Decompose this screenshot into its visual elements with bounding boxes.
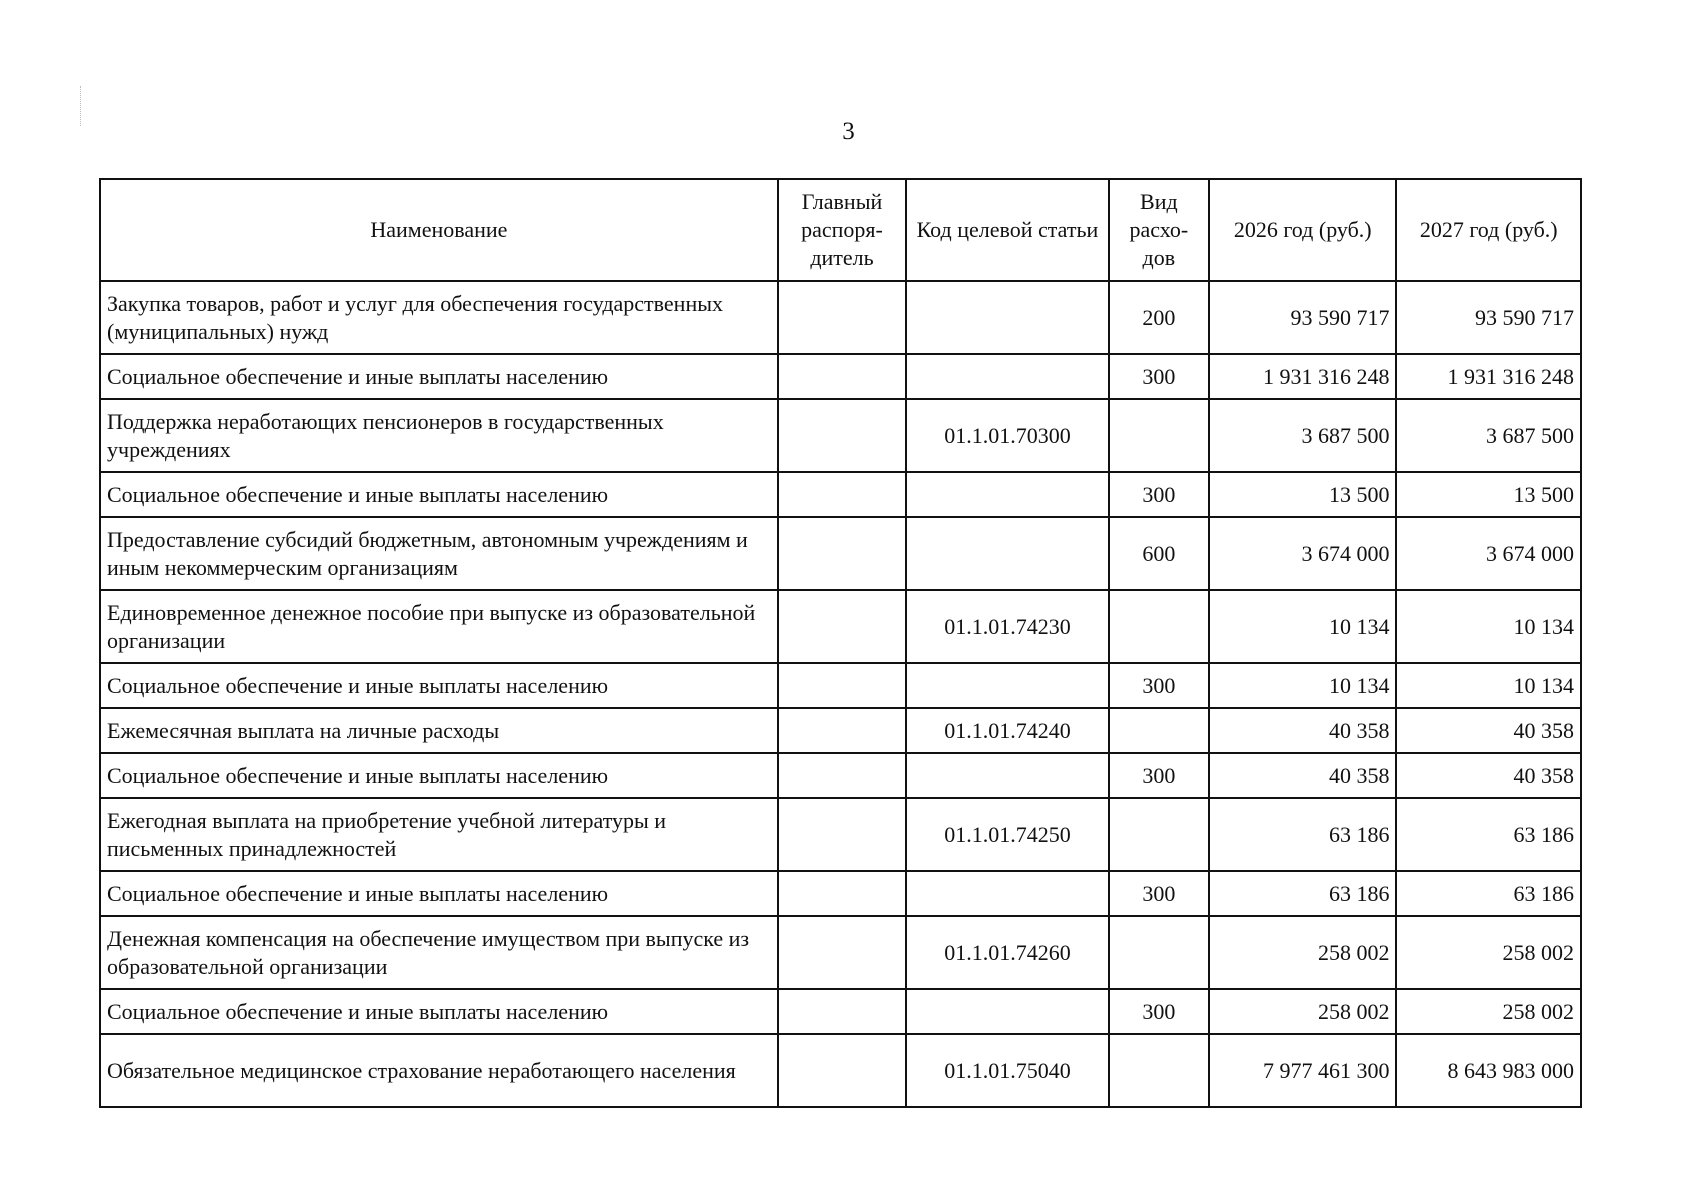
row-code <box>906 871 1109 916</box>
row-code <box>906 663 1109 708</box>
row-2027: 63 186 <box>1396 798 1581 871</box>
row-type: 300 <box>1109 871 1209 916</box>
row-code: 01.1.01.74230 <box>906 590 1109 663</box>
table-row <box>100 590 1581 663</box>
row-code <box>906 517 1109 590</box>
row-name: Ежемесячная выплата на личные расходы <box>100 708 778 753</box>
row-type: 600 <box>1109 517 1209 590</box>
header-row <box>100 179 1581 281</box>
row-2026: 7 977 461 300 <box>1209 1034 1397 1107</box>
row-2027: 3 687 500 <box>1396 399 1581 472</box>
row-name: Обязательное медицинское страхование неработающего населения <box>100 1034 778 1107</box>
row-2026: 258 002 <box>1209 989 1397 1034</box>
row-2027: 63 186 <box>1396 871 1581 916</box>
row-manager <box>778 399 906 472</box>
row-2026: 13 500 <box>1209 472 1397 517</box>
row-manager <box>778 590 906 663</box>
header-code: Код целевой статьи <box>906 179 1109 281</box>
row-2027: 40 358 <box>1396 708 1581 753</box>
row-name: Предоставление субсидий бюджетным, автономным учреждениям и иным некоммерческим организациям <box>100 517 778 590</box>
row-2026: 3 687 500 <box>1209 399 1397 472</box>
row-name: Социальное обеспечение и иные выплаты населению <box>100 663 778 708</box>
row-2027: 1 931 316 248 <box>1396 354 1581 399</box>
table-row <box>100 472 1581 517</box>
row-2026: 1 931 316 248 <box>1209 354 1397 399</box>
row-code: 01.1.01.74250 <box>906 798 1109 871</box>
row-manager <box>778 472 906 517</box>
row-type: 300 <box>1109 753 1209 798</box>
row-2027: 258 002 <box>1396 989 1581 1034</box>
table-row <box>100 399 1581 472</box>
row-2026: 93 590 717 <box>1209 281 1397 354</box>
table-row <box>100 354 1581 399</box>
row-type <box>1109 399 1209 472</box>
row-manager <box>778 753 906 798</box>
row-2026: 258 002 <box>1209 916 1397 989</box>
row-name: Поддержка неработающих пенсионеров в государственных учреждениях <box>100 399 778 472</box>
row-type: 300 <box>1109 663 1209 708</box>
table-row <box>100 1034 1581 1107</box>
row-manager <box>778 281 906 354</box>
table-row <box>100 916 1581 989</box>
row-2027: 10 134 <box>1396 663 1581 708</box>
header-name: Наименование <box>100 179 778 281</box>
row-manager <box>778 1034 906 1107</box>
row-2027: 93 590 717 <box>1396 281 1581 354</box>
row-name: Социальное обеспечение и иные выплаты населению <box>100 472 778 517</box>
row-code <box>906 281 1109 354</box>
row-code: 01.1.01.74260 <box>906 916 1109 989</box>
header-2026: 2026 год (руб.) <box>1209 179 1397 281</box>
row-type <box>1109 1034 1209 1107</box>
row-code <box>906 472 1109 517</box>
row-manager <box>778 517 906 590</box>
table-row <box>100 753 1581 798</box>
row-type: 200 <box>1109 281 1209 354</box>
row-2026: 3 674 000 <box>1209 517 1397 590</box>
row-2027: 13 500 <box>1396 472 1581 517</box>
row-manager <box>778 708 906 753</box>
row-2026: 40 358 <box>1209 753 1397 798</box>
row-type <box>1109 916 1209 989</box>
table-row <box>100 663 1581 708</box>
row-type: 300 <box>1109 989 1209 1034</box>
table-row <box>100 871 1581 916</box>
row-name: Социальное обеспечение и иные выплаты населению <box>100 989 778 1034</box>
table-row <box>100 708 1581 753</box>
row-manager <box>778 871 906 916</box>
row-2027: 3 674 000 <box>1396 517 1581 590</box>
row-code: 01.1.01.74240 <box>906 708 1109 753</box>
row-2026: 63 186 <box>1209 871 1397 916</box>
row-name: Единовременное денежное пособие при выпуске из образовательной организации <box>100 590 778 663</box>
row-code: 01.1.01.75040 <box>906 1034 1109 1107</box>
row-code: 01.1.01.70300 <box>906 399 1109 472</box>
row-name: Ежегодная выплата на приобретение учебной литературы и письменных принадлежностей <box>100 798 778 871</box>
table-row <box>100 989 1581 1034</box>
header-type: Вид расхо-дов <box>1109 179 1209 281</box>
row-2027: 10 134 <box>1396 590 1581 663</box>
row-2027: 40 358 <box>1396 753 1581 798</box>
row-2026: 40 358 <box>1209 708 1397 753</box>
row-name: Денежная компенсация на обеспечение имуществом при выпуске из образовательной организации <box>100 916 778 989</box>
row-2026: 10 134 <box>1209 663 1397 708</box>
row-name: Социальное обеспечение и иные выплаты населению <box>100 354 778 399</box>
budget-table <box>99 178 1582 1108</box>
row-manager <box>778 798 906 871</box>
row-name: Закупка товаров, работ и услуг для обеспечения государственных (муниципальных) нужд <box>100 281 778 354</box>
row-code <box>906 753 1109 798</box>
row-name: Социальное обеспечение и иные выплаты населению <box>100 871 778 916</box>
row-2027: 8 643 983 000 <box>1396 1034 1581 1107</box>
table-row <box>100 517 1581 590</box>
header-manager: Главный распоря-дитель <box>778 179 906 281</box>
header-2027: 2027 год (руб.) <box>1396 179 1581 281</box>
row-code <box>906 354 1109 399</box>
row-type <box>1109 590 1209 663</box>
table-row <box>100 798 1581 871</box>
row-manager <box>778 989 906 1034</box>
row-code <box>906 989 1109 1034</box>
row-2027: 258 002 <box>1396 916 1581 989</box>
page-number: 3 <box>842 118 855 145</box>
row-manager <box>778 354 906 399</box>
row-manager <box>778 916 906 989</box>
row-name: Социальное обеспечение и иные выплаты населению <box>100 753 778 798</box>
row-2026: 10 134 <box>1209 590 1397 663</box>
row-type: 300 <box>1109 472 1209 517</box>
row-manager <box>778 663 906 708</box>
row-2026: 63 186 <box>1209 798 1397 871</box>
row-type <box>1109 798 1209 871</box>
table-row <box>100 281 1581 354</box>
row-type: 300 <box>1109 354 1209 399</box>
row-type <box>1109 708 1209 753</box>
